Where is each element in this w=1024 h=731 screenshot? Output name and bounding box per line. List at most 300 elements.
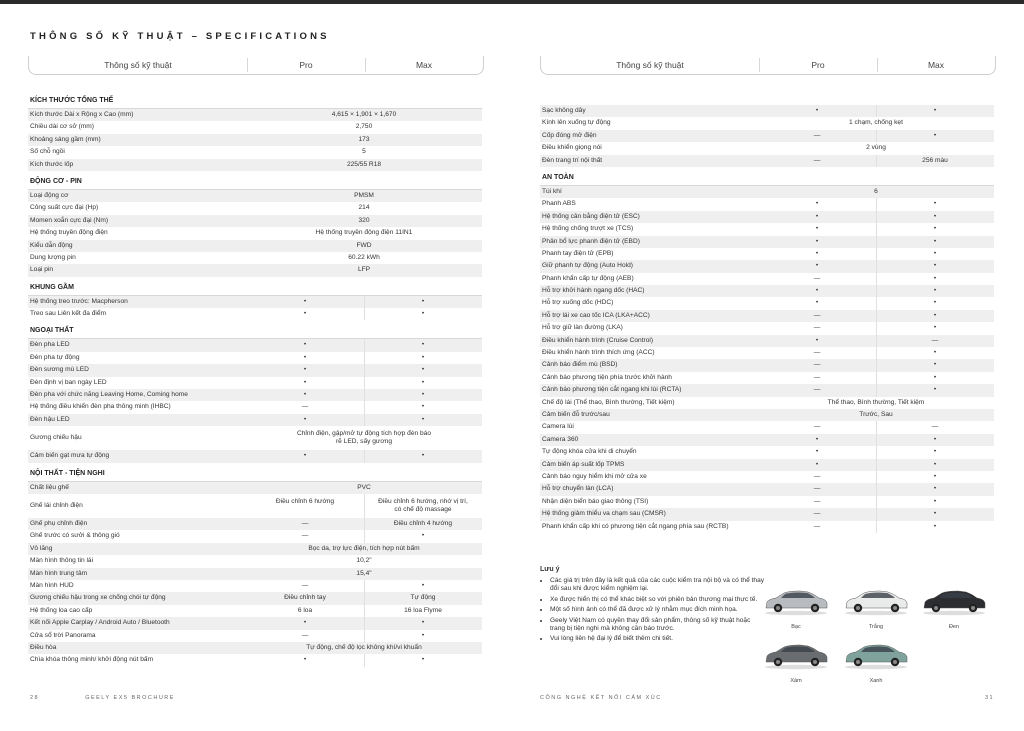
spec-value-pro: — [301,631,309,639]
spec-value-pro: • [815,200,819,208]
spec-value-pro: • [815,212,819,220]
spec-value-shared: FWD [356,241,372,249]
spec-value-max: • [421,341,425,349]
spec-label: Loại pin [30,266,54,274]
spec-value-pro: • [815,262,819,270]
spec-label: Gương chiếu hậu trong xe chống chói tự động [30,594,166,602]
car-color-label: Xám [790,678,802,684]
spec-row [540,335,994,347]
left-page-number: 28 [30,695,40,701]
spec-label: Đèn sương mù LED [30,366,89,374]
spec-label: Kiểu dẫn động [30,241,73,249]
spec-value-max: • [421,619,425,627]
spec-value-max: • [421,631,425,639]
spec-label: Túi khí [542,187,562,195]
spec-label: Chìa khóa thông minh/ khởi động nút bấm [30,656,154,664]
spec-value-pro: — [301,403,309,411]
spec-label: Cảnh báo điểm mù (BSD) [542,361,618,369]
spec-value-max: • [421,378,425,386]
spec-value-max: • [933,225,937,233]
spec-row [28,352,482,364]
footer-left [30,695,175,701]
spec-label: Ghế trước có sưởi & thông gió [30,532,120,540]
car-color-label: Xanh [869,678,883,684]
spec-value-max: • [933,522,937,530]
spec-value-max: • [933,299,937,307]
spec-value-shared: Trước, Sau [859,410,893,418]
spec-row [28,146,482,158]
spec-row [28,426,482,450]
spec-row [540,421,994,433]
spec-label: Kính lên xuống tự động [542,119,611,127]
spec-value-max: • [421,452,425,460]
spec-label: Chế độ lái (Thể thao, Bình thường, Tiết kiệm) [542,398,675,406]
spec-value-pro: Điều chỉnh 6 hướng [275,497,335,505]
spec-value-shared: 173 [358,135,370,143]
note-item: • Một số hình ảnh có thể đã được xử lý nhằm mục đích minh họa. [550,606,765,614]
spec-value-pro: • [815,249,819,257]
spec-value-max: 16 loa Flyme [404,606,442,614]
spec-row [28,592,482,604]
spec-row [28,642,482,654]
spec-row [540,397,994,409]
spec-value-max: — [931,423,939,431]
spec-label: Chiều dài cơ sở (mm) [30,123,94,131]
spec-label: Hệ thống truyền động điện [30,229,108,237]
spec-value-pro: — [301,519,309,527]
spec-value-pro: Điều chỉnh tay [284,594,326,602]
spec-value-max: 256 màu [922,156,948,164]
spec-value-max: • [421,581,425,589]
spec-row [540,508,994,520]
spec-row [28,308,482,320]
spec-value-max: • [933,485,937,493]
section-heading: NỘI THẤT - TIỆN NGHI [28,463,482,482]
spec-row [540,285,994,297]
top-bar [0,0,1024,4]
header-max: Max [415,60,433,70]
spec-row [540,359,994,371]
spec-value-max: • [933,324,937,332]
spec-row [540,223,994,235]
spec-value-pro: — [813,522,821,530]
right-table-header [540,56,996,75]
spec-row [28,530,482,542]
spec-label: Cảm biến gạt mưa tự động [30,452,110,460]
spec-label: Hệ thống treo trước: Macpherson [30,297,128,305]
spec-value-max: • [421,656,425,664]
spec-label: Cảnh báo nguy hiểm khi mở cửa xe [542,472,647,480]
spec-row [540,130,994,142]
spec-value-pro: • [815,460,819,468]
notes-list [540,577,765,644]
spec-value-max: • [933,361,937,369]
spec-value-pro: • [303,378,307,386]
spec-value-max: Điều chỉnh 6 hướng, nhớ vị trí, có chế độ massage [378,497,468,513]
spec-row [28,134,482,146]
right-spec-table [540,105,994,533]
spec-value-shared: 15,4" [356,569,372,577]
spec-label: Hệ thống giảm thiểu va chạm sau (CMSR) [542,510,666,518]
section-heading: KÍCH THƯỚC TỔNG THỂ [28,90,482,109]
spec-label: Loại động cơ [30,191,69,199]
car-color-label: Đen [948,624,960,630]
spec-value-max: • [421,532,425,540]
spec-row [540,322,994,334]
spec-label: Đèn định vị ban ngày LED [30,378,107,386]
spec-label: Vô lăng [30,544,53,552]
spec-row [28,401,482,413]
spec-row [28,264,482,276]
spec-value-max: • [421,403,425,411]
spec-label: Nhận diện biển báo giao thông (TSI) [542,497,649,505]
spec-label: Kết nối Apple Carplay / Android Auto / Bluetooth [30,619,170,627]
spec-label: Kích thước Dài x Rộng x Cao (mm) [30,111,134,118]
spec-label: Đèn pha LED [30,341,70,349]
spec-value-shared: Tự động, chế độ lọc không khí/vi khuẩn [306,643,422,651]
car-image [920,586,988,616]
spec-value-max: • [421,297,425,305]
spec-value-max: — [931,336,939,344]
spec-label: Camera 360 [542,435,579,443]
spec-row [540,471,994,483]
spec-value-pro: • [815,237,819,245]
spec-value-pro: — [813,311,821,319]
spec-row [28,518,482,530]
spec-row [28,389,482,401]
spec-row [540,459,994,471]
spec-value-shared: LFP [357,266,371,274]
spec-label: Hỗ trợ giữ làn đường (LKA) [542,324,623,332]
spec-label: Cửa sổ trời Panorama [30,631,96,639]
spec-value-max: • [933,200,937,208]
spec-row [540,211,994,223]
spec-value-max: • [421,366,425,374]
spec-row [540,260,994,272]
spec-label: Hệ thống loa cao cấp [30,606,93,614]
car-color-label: Trắng [868,624,884,630]
spec-value-pro: — [813,497,821,505]
section-heading: AN TOÀN [540,167,994,186]
spec-value-pro: — [813,373,821,381]
spec-label: Phanh tay điện tử (EPB) [542,249,614,257]
spec-value-pro: • [303,619,307,627]
spec-value-pro: • [303,366,307,374]
spec-row [28,190,482,202]
header-pro: Pro [811,60,825,70]
spec-label: Đèn hậu LED [30,415,70,423]
spec-value-max: • [933,237,937,245]
spec-row [28,109,482,121]
car-image [842,586,910,616]
spec-value-max: • [933,262,937,270]
spec-row [28,605,482,617]
section-heading: ĐỘNG CƠ - PIN [28,171,482,190]
spec-value-shared: Chỉnh điện, gập/mở tự động tích hợp đèn báo rẽ LED, sấy gương [296,430,432,446]
spec-label: Hỗ trợ chuyển làn (LCA) [542,485,614,493]
spec-row [540,297,994,309]
spec-value-pro: — [813,349,821,357]
spec-value-max: • [933,287,937,295]
spec-label: Điều khiển hành trình thích ứng (ACC) [542,349,655,357]
spec-value-max: • [933,274,937,282]
spec-value-max: • [933,107,937,114]
spec-row [28,555,482,567]
spec-row [28,121,482,133]
spec-label: Hỗ trợ lái xe cao tốc ICA (LKA+ACC) [542,311,650,319]
spec-row [28,296,482,308]
spec-value-shared: Hệ thống truyền động điện 11IN1 [315,229,413,237]
spec-row [28,159,482,171]
spec-value-pro: • [815,299,819,307]
spec-value-pro: — [813,156,821,164]
spec-row [28,482,482,494]
car-color-label: Bạc [791,624,801,630]
spec-row [540,384,994,396]
spec-label: Gương chiếu hậu [30,434,82,442]
slogan: CÔNG NGHỆ KẾT NỐI CẢM XÚC [540,695,662,701]
spec-value-max: Tự động [410,594,436,602]
spec-label: Cảnh báo phương tiện phía trước khởi hành [542,373,672,381]
spec-label: Khoảng sáng gầm (mm) [30,135,101,143]
spec-value-pro: • [303,297,307,305]
brochure-title: GEELY EX5 BROCHURE [85,695,175,701]
spec-label: Màn hình trung tâm [30,569,88,577]
spec-label: Kích thước lốp [30,160,74,168]
spec-value-max: • [933,472,937,480]
spec-value-shared: 5 [362,148,366,156]
spec-value-max: • [421,391,425,399]
spec-value-pro: — [301,581,309,589]
spec-label: Điều khiển hành trình (Cruise Control) [542,336,654,344]
header-spec: Thông số kỹ thuật [616,60,684,70]
spec-value-pro: • [815,435,819,443]
spec-label: Giữ phanh tự động (Auto Hold) [542,262,633,270]
spec-value-max: • [933,497,937,505]
spec-value-max: • [421,353,425,361]
spec-value-pro: • [815,107,819,114]
spec-label: Cảm biến áp suất lốp TPMS [542,460,625,468]
spec-value-max: Điều chỉnh 4 hướng [393,519,453,527]
spec-value-pro: — [813,485,821,493]
spec-value-shared: 214 [358,204,370,212]
header-pro: Pro [299,60,313,70]
spec-row [540,521,994,533]
spec-row [540,310,994,322]
spec-value-shared: 320 [358,216,370,224]
spec-label: Phân bổ lực phanh điện tử (EBD) [542,237,640,245]
spec-row [28,630,482,642]
spec-value-max: • [933,349,937,357]
spec-value-shared: Thể thao, Bình thường, Tiết kiệm [827,398,925,406]
spec-row [28,617,482,629]
spec-row [28,252,482,264]
spec-value-max: • [933,212,937,220]
spec-row [540,117,994,129]
spec-value-max: • [421,415,425,423]
spec-value-pro: • [303,341,307,349]
spec-row [28,580,482,592]
spec-row [28,654,482,666]
spec-row [28,414,482,426]
left-table-header [28,56,484,75]
spec-label: Phanh khẩn cấp khi có phương tiện cắt ngang phía sau (RCTB) [542,522,729,530]
spec-label: Đèn pha tự động [30,353,80,361]
spec-row [540,186,994,198]
spec-value-shared: 225/55 R18 [346,160,382,168]
spec-label: Hệ thống điều khiển đèn pha thông minh (IHBC) [30,403,171,411]
spec-value-pro: • [815,225,819,233]
spec-label: Phanh khẩn cấp tự động (AEB) [542,274,634,282]
spec-value-pro: — [813,510,821,518]
spec-row [540,496,994,508]
spec-label: Điều hòa [30,643,57,651]
spec-label: Momen xoắn cực đại (Nm) [30,216,109,224]
spec-value-pro: 6 loa [297,606,313,614]
spec-label: Chất liệu ghế [30,483,69,491]
spec-row [540,347,994,359]
header-spec: Thông số kỹ thuật [104,60,172,70]
spec-value-pro: • [815,287,819,295]
spec-row [28,202,482,214]
spec-value-pro: — [813,472,821,480]
notes-title: Lưu ý [540,566,560,573]
notes-box [540,566,765,646]
spec-row [28,450,482,462]
spec-value-shared: 6 [874,187,878,195]
spec-value-shared: 2 vùng [866,144,886,152]
spec-label: Hệ thống chống trượt xe (TCS) [542,225,634,233]
spec-label: Đèn pha với chức năng Leaving Home, Coming home [30,391,188,399]
spec-row [540,273,994,285]
spec-row [28,377,482,389]
note-item: • Các giá trị trên đây là kết quả của các cuộc kiểm tra nội bộ và có thể thay đổi sau khi được kiểm nghiệm lại. [550,577,765,594]
spec-label: Cảnh báo phương tiện cắt ngang khi lùi (RCTA) [542,386,682,394]
footer-right [540,695,662,701]
spec-label: Màn hình thông tin lái [30,557,94,565]
spec-value-pro: — [301,532,309,540]
spec-label: Ghế lái chỉnh điện [30,501,83,509]
spec-value-max: • [933,386,937,394]
spec-row [28,215,482,227]
spec-row [28,543,482,555]
section-heading: NGOẠI THẤT [28,320,482,339]
spec-label: Công suất cực đại (Hp) [30,204,99,212]
note-item: • Vui lòng liên hệ đại lý để biết thêm chi tiết. [550,635,765,643]
spec-value-pro: • [303,656,307,664]
spec-value-max: • [933,373,937,381]
spec-value-shared: 60.22 kWh [348,253,380,261]
spec-row [28,227,482,239]
spec-value-pro: • [303,452,307,460]
right-page-number: 31 [985,695,995,701]
spec-value-shared: 4,615 × 1,901 × 1,670 [331,111,397,118]
spec-row [28,339,482,351]
spec-row [28,494,482,518]
spec-row [540,105,994,117]
car-image [842,640,910,670]
spec-row [28,568,482,580]
spec-value-pro: • [303,415,307,423]
header-max: Max [927,60,945,70]
spec-row [28,364,482,376]
note-item: • Xe được hiển thị có thể khác biệt so với phiên bản thương mại thực tế. [550,596,765,604]
spec-value-max: • [933,510,937,518]
spec-label: Camera lùi [542,423,574,431]
spec-value-pro: — [813,423,821,431]
spec-value-pro: • [815,336,819,344]
page-title: THÔNG SỐ KỸ THUẬT – SPECIFICATIONS [30,31,330,42]
spec-value-pro: • [303,310,307,318]
spec-value-pro: — [813,361,821,369]
section-heading: KHUNG GẦM [28,277,482,296]
spec-value-shared: 2,750 [355,123,373,131]
spec-row [540,198,994,210]
spec-value-max: • [933,435,937,443]
spec-value-pro: — [813,274,821,282]
spec-value-pro: — [813,386,821,394]
spec-value-max: • [421,310,425,318]
car-image [762,640,830,670]
spec-label: Số chỗ ngồi [30,148,65,156]
spec-row [540,142,994,154]
spec-row [28,240,482,252]
spec-label: Tự động khóa cửa khi di chuyển [542,448,637,456]
spec-label: Phanh ABS [542,200,576,208]
spec-value-shared: PMSM [354,191,374,199]
spec-label: Cảm biến đỗ trước/sau [542,410,610,418]
spec-value-max: • [933,311,937,319]
spec-value-pro: • [303,353,307,361]
spec-label: Ghế phụ chỉnh điện [30,519,88,527]
spec-value-pro: • [303,391,307,399]
spec-row [540,155,994,167]
spec-value-max: • [933,448,937,456]
spec-row [540,434,994,446]
spec-value-max: • [933,460,937,468]
spec-value-shared: PVC [357,483,371,491]
footer-right-page [985,695,994,701]
spec-value-max: • [933,131,937,139]
spec-label: Đèn trang trí nội thất [542,156,603,164]
spec-label: Cốp đóng mở điện [542,131,597,139]
spec-label: Dung lượng pin [30,253,76,261]
spec-value-shared: 1 chạm, chống kẹt [849,119,903,127]
spec-row [540,446,994,458]
spec-row [540,372,994,384]
spec-label: Hỗ trợ khởi hành ngang dốc (HAC) [542,287,645,295]
spec-value-shared: Bọc da, trợ lực điện, tích hợp nút bấm [308,544,420,552]
spec-row [540,409,994,421]
spec-row [540,483,994,495]
spec-label: Điều khiển giọng nói [542,144,602,152]
spec-value-pro: • [815,448,819,456]
spec-label: Hỗ trợ xuống dốc (HDC) [542,299,614,307]
spec-value-max: • [933,249,937,257]
spec-value-shared: 10,2" [356,557,372,565]
spec-row [540,248,994,260]
spec-label: Màn hình HUD [30,581,74,589]
left-spec-table [28,90,482,667]
spec-label: Hệ thống cân bằng điện tử (ESC) [542,212,640,220]
note-item: • Geely Việt Nam có quyền thay đổi sản phẩm, thông số kỹ thuật hoặc trang bị tiện nghi mà không cần báo trước. [550,617,765,634]
spec-row [540,236,994,248]
spec-value-pro: — [813,324,821,332]
spec-value-pro: — [813,131,821,139]
car-image [762,586,830,616]
spec-label: Sạc không dây [542,107,586,114]
spec-label: Treo sau Liên kết đa điểm [30,310,106,318]
